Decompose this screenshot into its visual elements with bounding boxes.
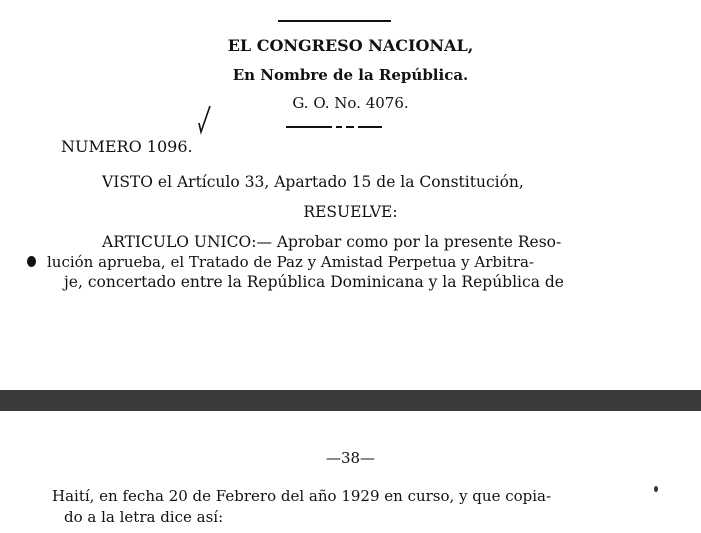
ink-speck [654,486,658,492]
republic-subtitle: En Nombre de la República. [232,66,469,84]
page-separator-band [0,390,701,411]
top-divider [278,20,391,22]
congress-title: EL CONGRESO NACIONAL, [227,36,474,55]
continuation-line-1: Haití, en fecha 20 de Febrero del año 1929 en curso, y que copia- [52,487,552,505]
page-number: —38— [325,449,376,467]
handwritten-check-mark [195,103,215,135]
article-line-2: lución aprueba, el Tratado de Paz y Amistad Perpetua y Arbitra- [47,253,534,271]
continuation-line-2: do a la letra dice así: [64,508,224,526]
article-line-3: je, concertado entre la República Dominicana y la República de [64,273,564,291]
bullet-mark [27,256,36,267]
gazette-number: G. O. No. 4076. [292,94,409,112]
article-line-1: ARTICULO UNICO:— Aprobar como por la presente Reso- [102,233,562,251]
resuelve-heading: RESUELVE: [303,203,398,221]
resolution-number: NUMERO 1096. [61,137,193,156]
dashed-divider [286,124,382,130]
visto-clause: VISTO el Artículo 33, Apartado 15 de la Constitución, [102,173,524,191]
